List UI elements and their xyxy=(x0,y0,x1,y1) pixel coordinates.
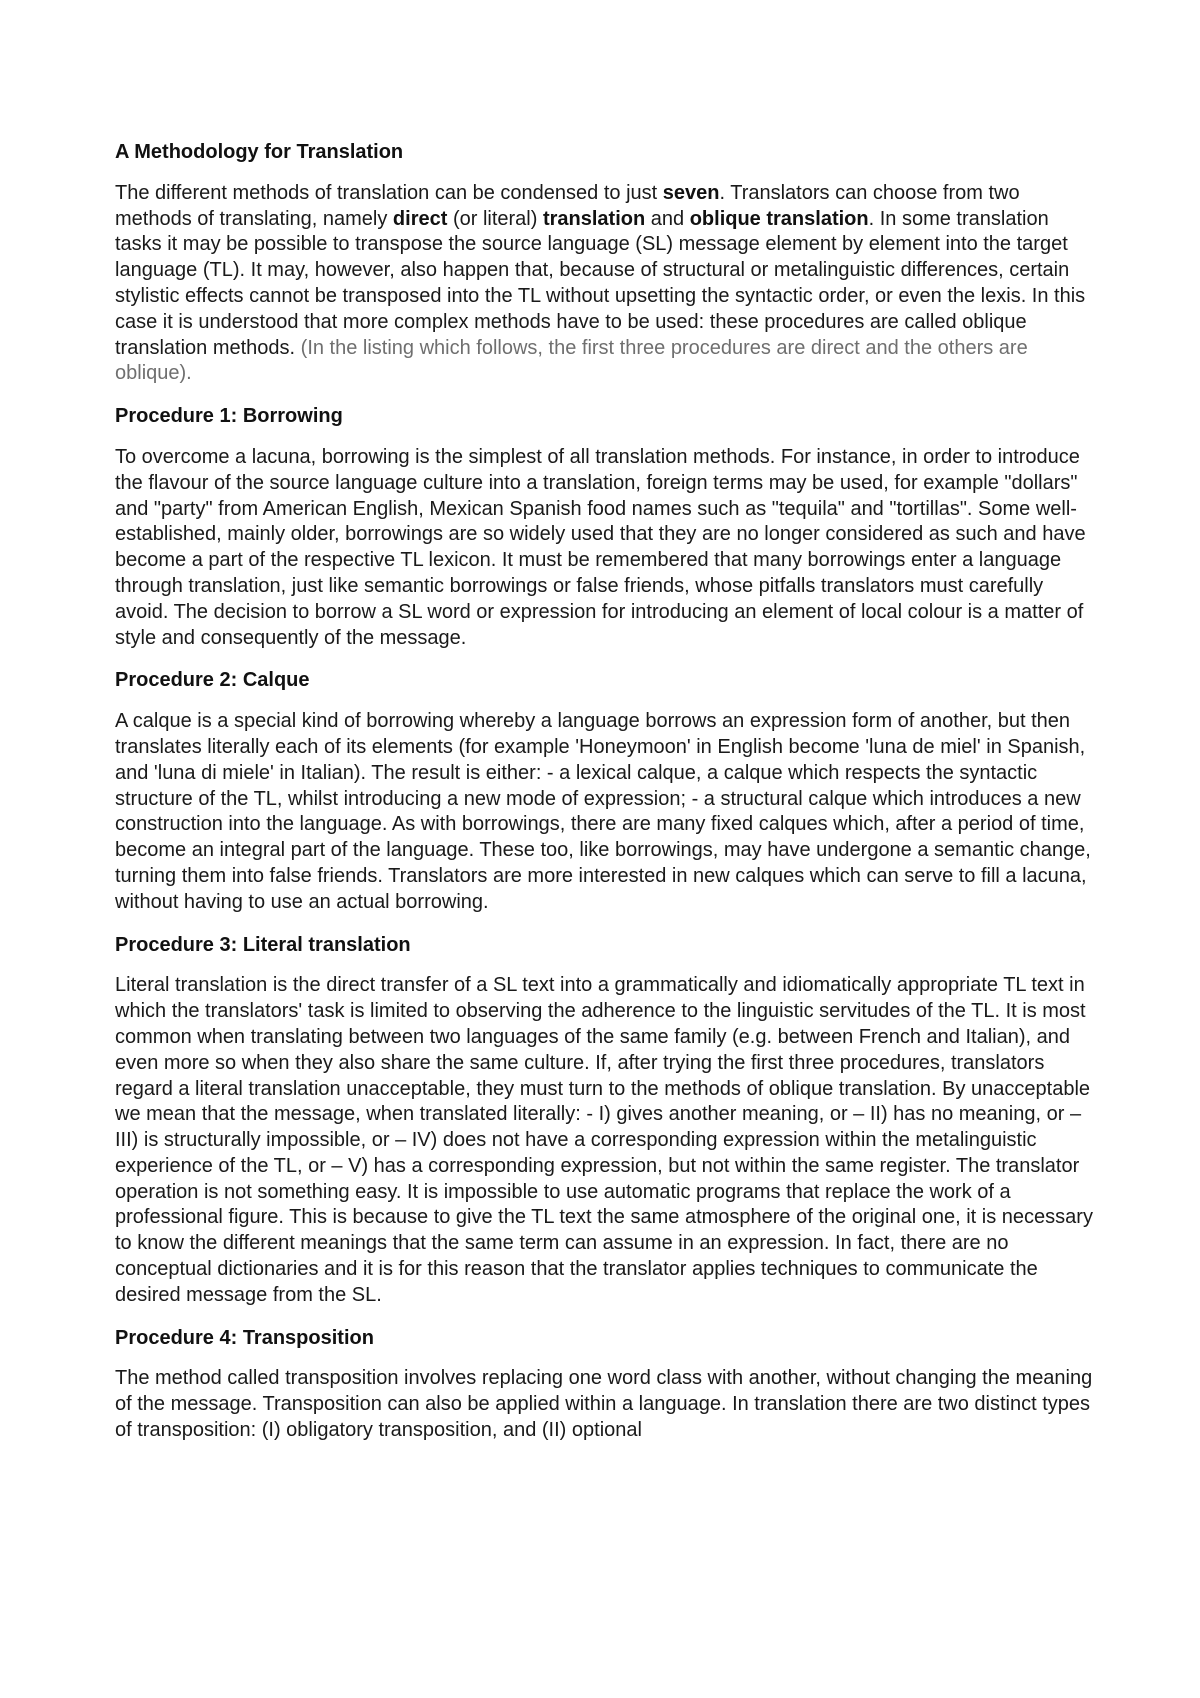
procedure-3-text: Literal translation is the direct transfer of a SL text into a grammatically and idiomatically appropriate TL text in which the translators' task is limited to observing the adherence to the linguistic servitudes of the TL. It is most common when translating between two languages of the same family (e.g. between French and Italian), and even more so when they also share the same culture. If, after trying the first three procedures, translators regard a literal translation unacceptable, they must turn to the methods of oblique translation. By unacceptable we mean that the message, when translated literally: - I) gives another meaning, or – II) has no meaning, or – III) is structurally impossible, or – IV) does not have a corresponding expression within the metalinguistic experience of the TL, or – V) has a corresponding expression, but not within the same register. The translator operation is not something easy. It is impossible to use automatic programs that replace the work of a professional figure. This is because to give the TL text the same atmosphere of the original one, it is necessary to know the different meanings that the same term can assume in an expression. In fact, there are no conceptual dictionaries and it is for this reason that the translator applies techniques to communicate the desired message from the SL. xyxy=(115,974,1093,1306)
procedure-4-heading: Procedure 4: Transposition xyxy=(115,1326,374,1349)
intro-muted-note: (In the listing which follows, the first three procedures are direct and the others are oblique). xyxy=(115,336,1028,385)
procedure-1-heading: Procedure 1: Borrowing xyxy=(115,405,343,428)
procedure-1-text: To overcome a lacuna, borrowing is the simplest of all translation methods. For instance, in order to introduce the flavour of the source language culture into a translation, foreign terms may be used, for example "dollars" and "party" from American English, Mexican Spanish food names such as "tequila" and "tortillas". Some well-established, mainly older, borrowings are so widely used that they are no longer considered as such and have become a part of the respective TL lexicon. It must be remembered that many borrowings enter a language through translation, just like semantic borrowings or false friends, whose pitfalls translators must carefully avoid. The decision to borrow a SL word or expression for introducing an element of local colour is a matter of style and consequently of the message. xyxy=(115,445,1086,649)
intro-bold-oblique-translation: oblique translation xyxy=(689,207,869,230)
procedure-2-text: A calque is a special kind of borrowing whereby a language borrows an expression form of another, but then translates literally each of its elements (for example 'Honeymoon' in English become 'luna de miel' in Spanish, and 'luna di miele' in Italian). The result is either: - a lexical calque, a calque which respects the syntactic structure of the TL, whilst introducing a new mode of expression; - a structural calque which introduces a new construction into the language. As with borrowings, there are many fixed calques which, after a period of time, become an integral part of the language. These too, like borrowings, may have undergone a semantic change, turning them into false friends. Translators are more interested in new calques which can serve to fill a lacuna, without having to use an actual borrowing. xyxy=(115,710,1091,913)
procedure-4-text: The method called transposition involves replacing one word class with another, without changing the meaning of the message. Transposition can also be applied within a language. In translation there are two distinct types of transposition: (I) obligatory transposition, and (II) optional xyxy=(115,1367,1093,1442)
intro-paragraph xyxy=(115,181,1095,387)
intro-text: The different methods of translation can be condensed to just xyxy=(115,181,663,204)
intro-bold-translation: translation xyxy=(542,207,646,230)
intro-bold-seven: seven xyxy=(662,181,720,204)
intro-text: . Translators can choose from two methods of translating, namely xyxy=(115,181,1020,230)
intro-text: (or literal) xyxy=(447,207,543,230)
procedure-2-heading: Procedure 2: Calque xyxy=(115,669,310,692)
intro-text: . In some translation tasks it may be possible to transpose the source language (SL) message element by element into the target language (TL). It may, however, also happen that, because of structural or metalinguistic differences, certain stylistic effects cannot be transposed into the TL without upsetting the syntactic order, or even the lexis. In this case it is understood that more complex methods have to be used: these procedures are called oblique translation methods. xyxy=(115,207,1086,359)
document-title: A Methodology for Translation xyxy=(115,141,404,163)
intro-bold-direct: direct xyxy=(392,207,448,230)
procedure-3-heading: Procedure 3: Literal translation xyxy=(115,933,411,956)
document-page xyxy=(115,140,1095,1444)
intro-text: and xyxy=(645,207,690,230)
